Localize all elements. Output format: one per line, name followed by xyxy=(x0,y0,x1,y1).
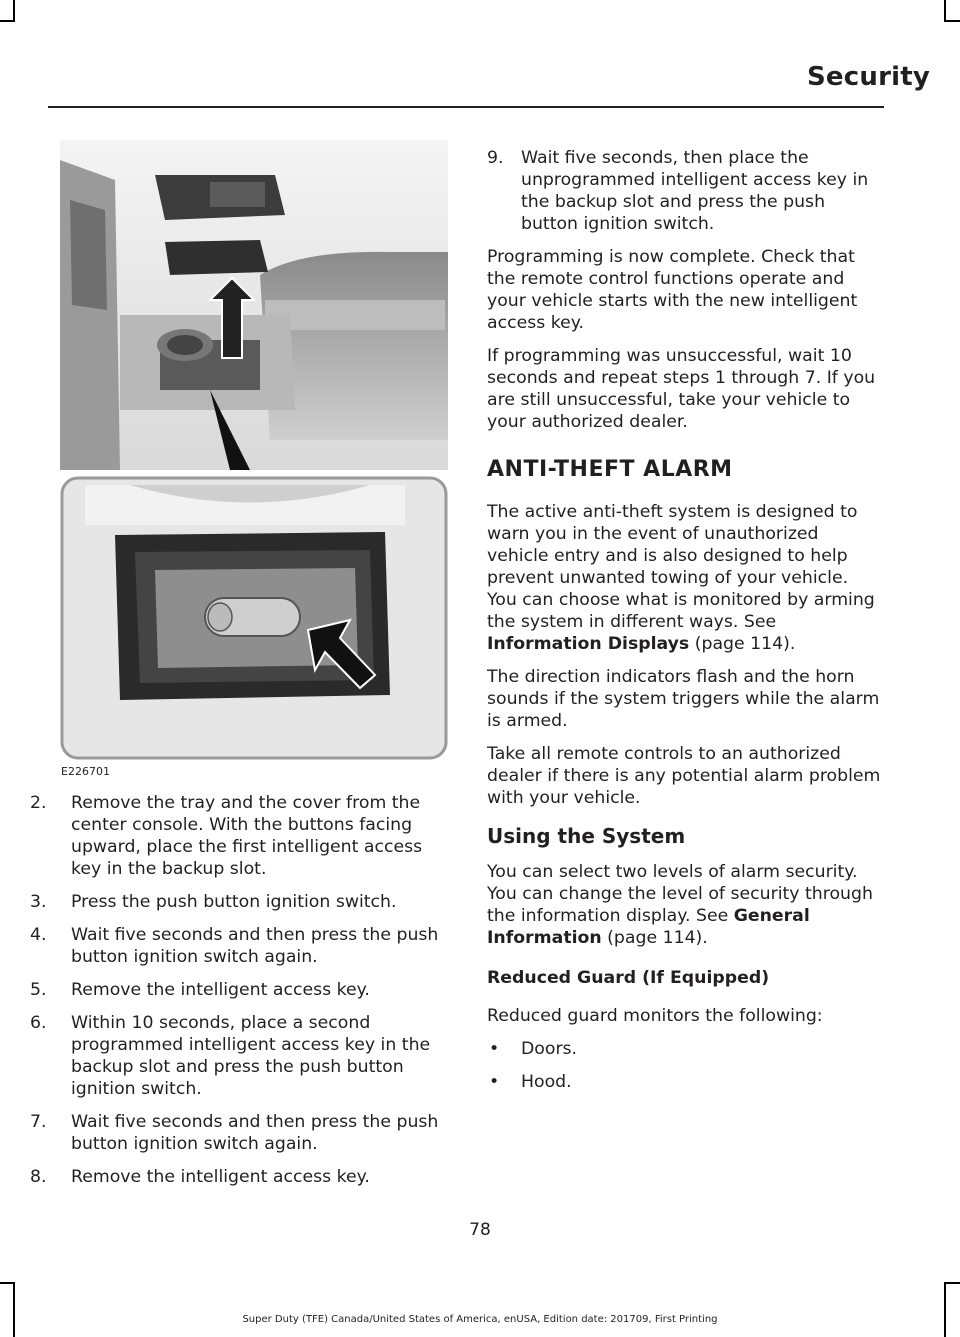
crop-mark xyxy=(944,1282,946,1337)
crop-mark xyxy=(946,20,960,22)
left-column xyxy=(30,792,448,1199)
list-item: 9. Wait five seconds, then place the unprogrammed intelligent access key in the backup slot and press the push button ignition switch. xyxy=(487,148,869,234)
paragraph: The active anti-theft system is designed to warn you in the event of unauthorized vehicle entry and is also designed to help prevent unwanted towing of your vehicle. You can choose what is monitored by arming the system in different ways. See Information Displays (page 114). xyxy=(487,502,875,654)
section-heading: ANTI-THEFT ALARM xyxy=(487,457,733,482)
paragraph: Take all remote controls to an authorized dealer if there is any potential alarm problem with your vehicle. xyxy=(487,744,881,808)
crop-mark xyxy=(13,1282,15,1337)
crop-mark xyxy=(0,1282,14,1284)
list-item: • Doors. xyxy=(489,1039,578,1059)
list-item: 3. Press the push button ignition switch. xyxy=(30,892,397,912)
subsection-heading: Reduced Guard (If Equipped) xyxy=(487,968,770,988)
list-item: 7. Wait five seconds and then press the push button ignition switch again. xyxy=(30,1112,439,1154)
list-item: 6. Within 10 seconds, place a second programmed intelligent access key in the backup slot and press the push button ignition switch. xyxy=(30,1013,431,1099)
right-column xyxy=(487,147,882,1104)
center-console-illustration xyxy=(60,140,448,760)
paragraph: The direction indicators flash and the horn sounds if the system triggers while the alarm is armed. xyxy=(487,667,880,731)
paragraph: You can select two levels of alarm security. You can change the level of security through the information display. See General Information (page 114). xyxy=(487,862,873,948)
cross-reference-link[interactable]: General Information xyxy=(487,906,810,948)
crop-mark xyxy=(13,0,15,22)
list-item: 2. Remove the tray and the cover from the center console. With the buttons facing upward, place the first intelligent access key in the backup slot. xyxy=(30,793,423,879)
footer-text: Super Duty (TFE) Canada/United States of America, enUSA, Edition date: 201709, First Printing xyxy=(242,1314,718,1325)
list-item: 8. Remove the intelligent access key. xyxy=(30,1167,370,1187)
paragraph: If programming was unsuccessful, wait 10 seconds and repeat steps 1 through 7. If you are still unsuccessful, take your vehicle to your authorized dealer. xyxy=(487,346,876,432)
paragraph: Reduced guard monitors the following: xyxy=(487,1006,823,1026)
list-item: • Hood. xyxy=(489,1072,572,1092)
paragraph: Programming is now complete. Check that the remote control functions operate and your vehicle starts with the new intelligent access key. xyxy=(487,247,858,333)
crop-mark xyxy=(944,0,946,22)
crop-mark xyxy=(946,1282,960,1284)
figure-code: E226701 xyxy=(61,765,110,778)
cross-reference-link[interactable]: Information Displays xyxy=(487,634,690,654)
subsection-heading: Using the System xyxy=(487,824,686,848)
crop-mark xyxy=(0,20,14,22)
list-item: 4. Wait five seconds and then press the push button ignition switch again. xyxy=(30,925,439,967)
list-item: 5. Remove the intelligent access key. xyxy=(30,980,370,1000)
page-title: Security xyxy=(807,62,930,92)
header-rule xyxy=(48,106,884,108)
page-number: 78 xyxy=(469,1220,491,1240)
